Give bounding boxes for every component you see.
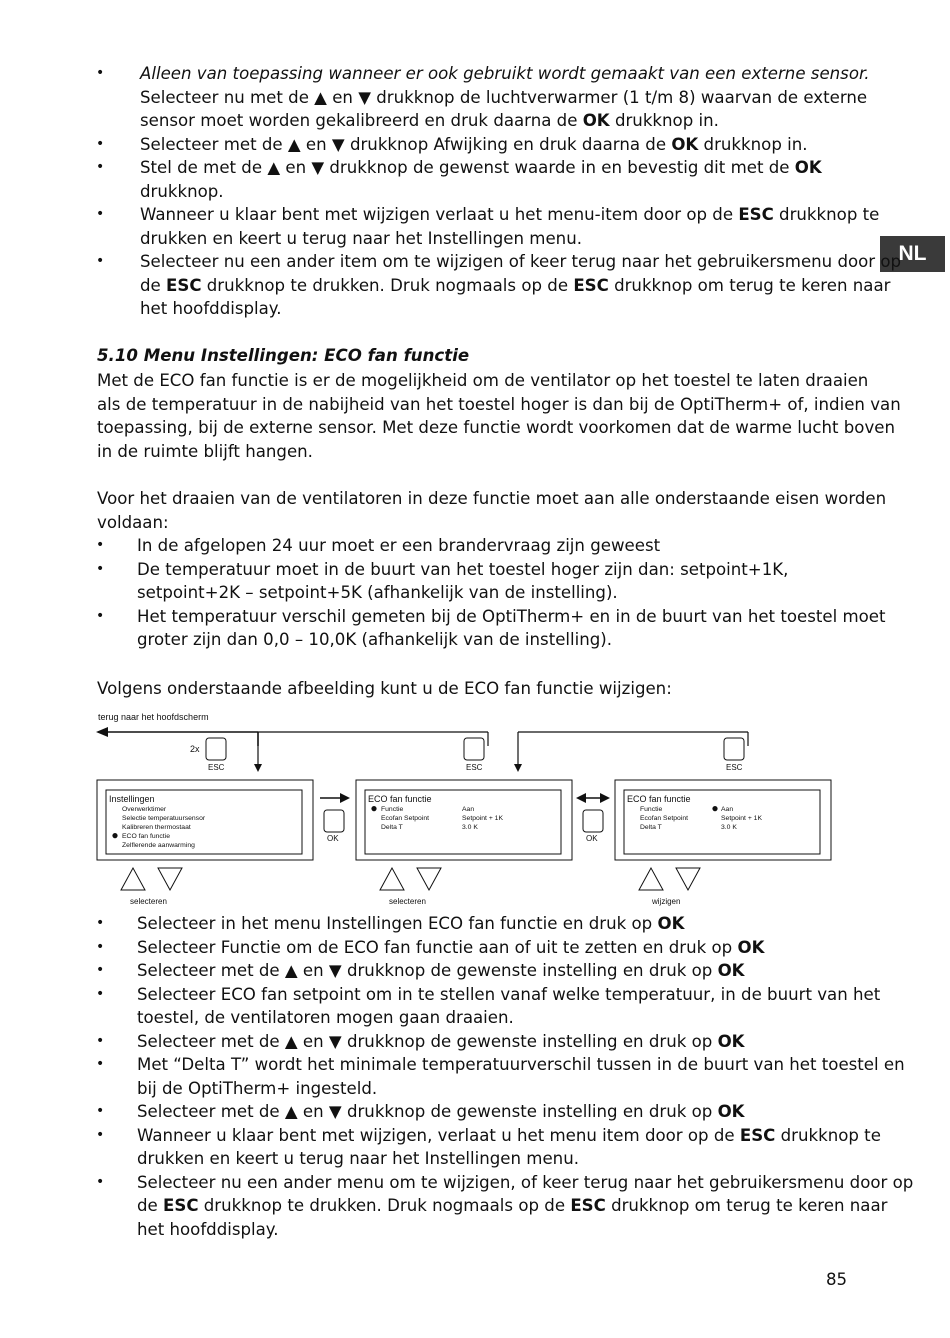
text-run: drukknop te xyxy=(773,205,880,224)
language-tab-label: NL xyxy=(898,242,927,265)
bold-key-text: OK xyxy=(657,914,685,933)
nav-label-1: selecteren xyxy=(130,897,167,906)
req-bullet-line: In de afgelopen 24 uur moet er een brandervraag zijn geweest xyxy=(137,536,661,555)
text-run: toestel, de ventilatoren mogen gaan draaien. xyxy=(137,1008,514,1027)
bullet-icon: • xyxy=(96,206,105,222)
top-bullet-line xyxy=(140,274,890,298)
bold-key-text: OK xyxy=(737,937,765,957)
bold-key-text: OK xyxy=(794,158,822,177)
bottom-bullet-line xyxy=(137,1218,279,1242)
text-run: drukken en keert u terug naar het Instellingen menu. xyxy=(140,228,582,248)
text-run: het hoofddisplay. xyxy=(140,299,282,318)
top-bullet-line xyxy=(140,109,719,133)
bold-key-text: ESC xyxy=(573,275,609,295)
screen3-label: Delta T xyxy=(640,824,662,831)
text-run: sensor moet worden gekalibreerd en druk daarna de xyxy=(140,111,583,130)
intro-line: toepassing, bij de externe sensor. Met deze functie wordt voorkomen dat de warme lucht boven xyxy=(97,418,896,437)
bottom-bullet-line xyxy=(137,1171,913,1195)
down-triangle-icon-3[interactable] xyxy=(676,868,700,890)
selection-dot-icon xyxy=(112,833,117,838)
bottom-bullet-line xyxy=(137,1100,745,1124)
screen2-value: 3.0 K xyxy=(462,824,478,831)
top-bullet-line xyxy=(140,86,867,110)
text-run: Selecteer Functie om de ECO fan functie aan of uit te zetten en druk op xyxy=(137,937,738,957)
intro-line: Met de ECO fan functie is er de mogelijkheid om de ventilator op het toestel te laten draaien xyxy=(97,371,869,390)
bottom-bullet-line xyxy=(137,1124,881,1148)
bold-key-text: ESC xyxy=(163,1196,199,1215)
ok-label-1: OK xyxy=(327,834,339,843)
top-bullet-line xyxy=(140,203,879,227)
text-run: drukknop in. xyxy=(609,111,719,130)
esc-button-1[interactable] xyxy=(206,738,226,760)
esc-label-1: ESC xyxy=(208,763,225,772)
arrow-2-3-right-head xyxy=(600,793,610,803)
intro-line: als de temperatuur in de nabijheid van het toestel hoger is dan bij de OptiTherm+ of, indien van xyxy=(97,394,901,414)
text-run: Wanneer u klaar bent met wijzigen verlaat u het menu-item door op de xyxy=(140,205,739,224)
requirement-line: Voor het draaien van de ventilatoren in deze functie moet aan alle onderstaande eisen worden xyxy=(97,489,887,508)
text-run: Met “Delta T” wordt het minimale temperatuurverschil tussen in de buurt van het toestel en xyxy=(137,1055,905,1074)
screen1-menu-item: ECO fan functie xyxy=(122,833,170,840)
section-heading: 5.10 Menu Instellingen: ECO fan functie xyxy=(97,346,470,365)
text-run: Selecteer nu een ander item om te wijzigen of keer terug naar het gebruikersmenu door op xyxy=(140,252,902,271)
text-run: drukknop. xyxy=(140,181,224,201)
esc3-arrowhead xyxy=(514,764,522,772)
bullet-icon: • xyxy=(96,253,105,269)
screen1-menu-item: Zelflerende aanwarming xyxy=(122,842,195,849)
req-bullet-line: Het temperatuur verschil gemeten bij de OptiTherm+ en in de buurt van het toestel moet xyxy=(137,606,886,626)
screen2-value: Aan xyxy=(462,806,475,813)
screen2-label: Functie xyxy=(381,806,404,813)
text-run: Selecteer met de ▲ en ▼ drukknop Afwijking en druk daarna de xyxy=(140,134,672,154)
text-run: drukknop te drukken. Druk nogmaals op de xyxy=(198,1196,571,1215)
screen3-value: 3.0 K xyxy=(721,824,737,831)
text-run: drukken en keert u terug naar het Instellingen menu. xyxy=(137,1149,579,1168)
requirement-line: voldaan: xyxy=(97,512,169,532)
ok-button-2[interactable] xyxy=(583,810,603,832)
bottom-bullet-line xyxy=(137,1147,579,1171)
up-triangle-icon-1[interactable] xyxy=(121,868,145,890)
top-bullet-line xyxy=(140,156,822,180)
top-bullet-line xyxy=(140,133,808,157)
nav-label-3: wijzigen xyxy=(652,897,681,906)
text-run: drukknop in. xyxy=(698,134,808,154)
req-bullet-line: groter zijn dan 0,0 – 10,0K (afhankelijk van de instelling). xyxy=(137,630,613,649)
bullet-icon: • xyxy=(96,65,105,81)
text-run: Selecteer met de ▲ en ▼ drukknop de gewenste instelling en druk op xyxy=(137,961,718,980)
esc-button-2[interactable] xyxy=(464,738,484,760)
text-run: drukknop om terug te keren naar xyxy=(605,1196,888,1215)
text-run: drukknop te xyxy=(775,1125,881,1145)
nav-buttons-2 xyxy=(380,868,441,890)
bullet-icon: • xyxy=(96,915,105,931)
bullet-icon: • xyxy=(96,135,105,152)
nav-buttons-1 xyxy=(121,868,182,890)
bullet-icon: • xyxy=(96,1126,105,1143)
text-run: Selecteer nu een ander menu om te wijzigen, of keer terug naar het gebruikersmenu door op xyxy=(137,1172,914,1192)
bottom-bullet-line xyxy=(137,1006,514,1030)
selection-dot-icon xyxy=(712,806,717,811)
bullet-icon: • xyxy=(96,985,105,1002)
bold-key-text: ESC xyxy=(739,1125,776,1145)
nav-buttons-3 xyxy=(639,868,700,890)
esc2-arrowhead xyxy=(254,764,262,772)
bold-key-text: OK xyxy=(717,961,745,980)
text-run: drukknop te drukken. Druk nogmaals op de xyxy=(201,275,574,295)
screen1-menu-item: Selectie temperatuursensor xyxy=(122,815,206,822)
bottom-bullet-line xyxy=(137,1053,905,1077)
selection-dot-icon xyxy=(371,806,376,811)
bullet-icon: • xyxy=(96,159,105,175)
screen1-menu-item: Overwerktimer xyxy=(122,806,167,813)
screen3-label: Ecofan Setpoint xyxy=(640,815,688,822)
text-run: Wanneer u klaar bent met wijzigen, verlaat u het menu item door op de xyxy=(137,1125,740,1145)
arrow-2-3-left-head xyxy=(576,793,586,803)
bullet-icon: • xyxy=(96,537,105,553)
text-run: Alleen van toepassing wanneer er ook gebruikt wordt gemaakt van een externe sensor. xyxy=(140,64,870,83)
bullet-icon: • xyxy=(96,938,105,955)
text-run: bij de OptiTherm+ ingesteld. xyxy=(137,1078,378,1098)
bullet-icon: • xyxy=(96,1103,105,1119)
screen3-value: Aan xyxy=(721,806,734,813)
text-run: Stel de met de ▲ en ▼ drukknop de gewenst waarde in en bevestig dit met de xyxy=(140,158,795,177)
text-run: drukknop om terug te keren naar xyxy=(608,275,891,295)
bold-key-text: OK xyxy=(717,1031,745,1051)
down-triangle-icon-2[interactable] xyxy=(417,868,441,890)
nav-label-2: selecteren xyxy=(389,897,426,906)
bullet-icon: • xyxy=(96,962,105,978)
up-triangle-icon-2[interactable] xyxy=(380,868,404,890)
arrow-1-2-head xyxy=(340,793,350,803)
bottom-bullet-line xyxy=(137,1194,887,1218)
screen2-label: Ecofan Setpoint xyxy=(381,815,429,822)
screen3-label: Functie xyxy=(640,806,663,813)
bottom-bullet-line xyxy=(137,959,745,983)
esc-button-3[interactable] xyxy=(724,738,744,760)
text-run: Selecteer in het menu Instellingen ECO fan functie en druk op xyxy=(137,914,658,933)
bullet-icon: • xyxy=(96,607,105,624)
bottom-bullet-line xyxy=(137,1030,745,1054)
bold-key-text: ESC xyxy=(570,1196,606,1215)
screen1-menu-item: Kalibreren thermostaat xyxy=(122,824,191,831)
req-bullet-line: De temperatuur moet in de buurt van het toestel hoger zijn dan: setpoint+1K, xyxy=(137,559,789,579)
top-bullet-line xyxy=(140,227,582,251)
top-bullet-line xyxy=(140,297,282,321)
top-bullet-line xyxy=(140,180,224,204)
text-run: het hoofddisplay. xyxy=(137,1219,279,1239)
bold-key-text: ESC xyxy=(738,205,774,224)
screen2-value: Setpoint + 1K xyxy=(462,815,504,822)
menu-flow-diagram xyxy=(90,708,860,908)
down-triangle-icon-1[interactable] xyxy=(158,868,182,890)
screen1-title: Instellingen xyxy=(109,794,155,804)
bullet-icon: • xyxy=(96,1173,105,1190)
intro-line: in de ruimte blijft hangen. xyxy=(97,441,313,461)
bold-key-text: ESC xyxy=(166,275,202,295)
bottom-bullet-line xyxy=(137,912,684,936)
text-run: de xyxy=(137,1196,164,1215)
text-run: Selecteer nu met de ▲ en ▼ drukknop de luchtverwarmer (1 t/m 8) waarvan de externe xyxy=(140,87,868,107)
ok-button-1[interactable] xyxy=(324,810,344,832)
text-run: de xyxy=(140,275,167,295)
page-number: 85 xyxy=(826,1270,848,1289)
screen2-label: Delta T xyxy=(381,824,403,831)
bottom-bullet-line xyxy=(137,983,880,1007)
bold-key-text: OK xyxy=(717,1102,745,1121)
bold-key-text: OK xyxy=(671,134,699,154)
esc-multiplier: 2x xyxy=(190,744,200,754)
back-label: terug naar het hoofdscherm xyxy=(98,712,209,722)
screen3-title: ECO fan functie xyxy=(627,794,691,804)
top-bullet-line xyxy=(140,62,870,86)
up-triangle-icon-3[interactable] xyxy=(639,868,663,890)
bullet-icon: • xyxy=(96,560,105,577)
bottom-bullet-line xyxy=(137,1077,377,1101)
text-run: Selecteer ECO fan setpoint om in te stellen vanaf welke temperatuur, in de buurt van het xyxy=(137,984,881,1004)
figure-intro: Volgens onderstaande afbeelding kunt u de ECO fan functie wijzigen: xyxy=(97,679,672,698)
back-arrowhead xyxy=(96,727,108,737)
screen2-title: ECO fan functie xyxy=(368,794,432,804)
screen3-value: Setpoint + 1K xyxy=(721,815,763,822)
text-run: Selecteer met de ▲ en ▼ drukknop de gewenste instelling en druk op xyxy=(137,1031,718,1051)
esc-label-3: ESC xyxy=(726,763,743,772)
bullet-icon: • xyxy=(96,1056,105,1072)
esc-label-2: ESC xyxy=(466,763,483,772)
req-bullet-line: setpoint+2K – setpoint+5K (afhankelijk van de instelling). xyxy=(137,583,618,602)
bullet-icon: • xyxy=(96,1032,105,1049)
ok-label-2: OK xyxy=(586,834,598,843)
bottom-bullet-line xyxy=(137,936,764,960)
text-run: Selecteer met de ▲ en ▼ drukknop de gewenste instelling en druk op xyxy=(137,1102,718,1121)
bold-key-text: OK xyxy=(582,111,610,130)
top-bullet-line xyxy=(140,250,901,274)
